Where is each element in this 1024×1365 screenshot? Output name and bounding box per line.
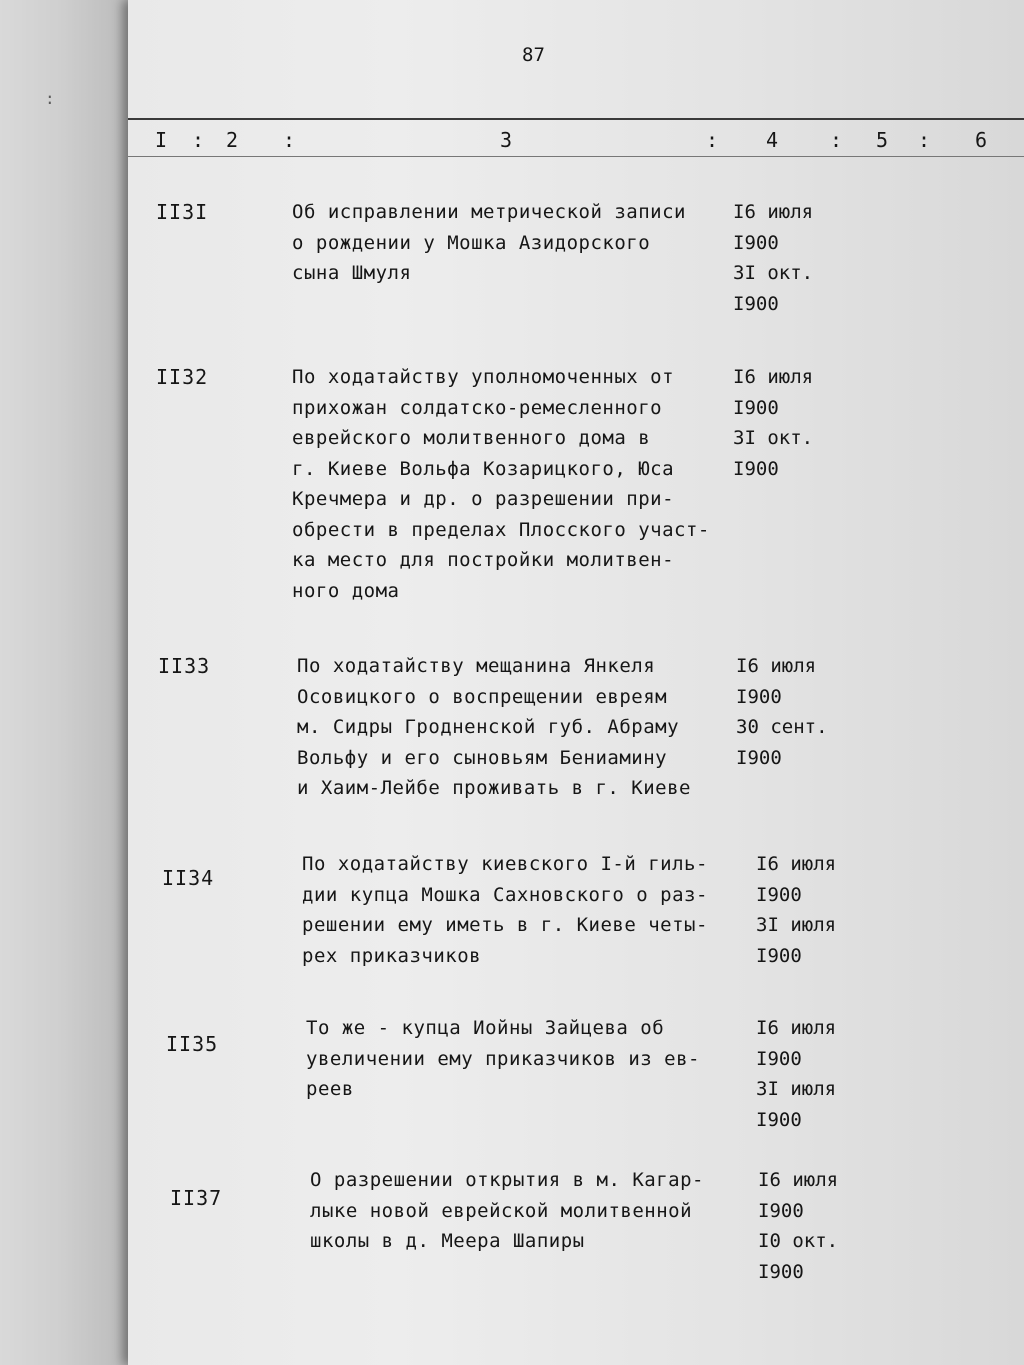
entry-number: II32 bbox=[156, 365, 209, 389]
title-line: рех приказчиков bbox=[302, 944, 482, 967]
year-start: I900 bbox=[733, 231, 779, 254]
date-end: 3I июля bbox=[756, 914, 837, 936]
year-end: I900 bbox=[758, 1260, 804, 1283]
date-start: I6 июля bbox=[756, 853, 837, 875]
year-end: I900 bbox=[733, 292, 779, 315]
title-line: Кречмера и др. о разрешении при- bbox=[292, 488, 675, 510]
title-line: еврейского молитвенного дома в bbox=[292, 427, 651, 449]
title-line: По ходатайству киевского I-й гиль- bbox=[302, 853, 708, 875]
page-number: 87 bbox=[522, 44, 545, 66]
entry-title bbox=[310, 1165, 770, 1257]
title-line: Вольфу и его сыновьям Бениамину bbox=[297, 746, 668, 769]
column-separator: : bbox=[283, 128, 296, 152]
title-line: и Хаим-Лейбе проживать в г. Киеве bbox=[297, 777, 691, 799]
entry-number: II35 bbox=[166, 1032, 219, 1056]
date-end: I0 окт. bbox=[758, 1230, 839, 1252]
title-line: Об исправлении метрической записи bbox=[292, 201, 686, 223]
date-end: 3I окт. bbox=[733, 262, 814, 284]
column-header-2: 2 bbox=[226, 128, 239, 152]
year-start: I900 bbox=[756, 1047, 802, 1070]
entry-number: II33 bbox=[158, 654, 211, 678]
column-separator: : bbox=[706, 128, 719, 152]
year-end: I900 bbox=[756, 1108, 802, 1131]
date-end: 3I окт. bbox=[733, 427, 814, 449]
column-header-6: 6 bbox=[975, 128, 988, 152]
entry-title bbox=[292, 362, 752, 606]
entry-number: II37 bbox=[170, 1186, 223, 1210]
title-line: ка место для постройки молитвен- bbox=[292, 549, 675, 571]
title-line: сына Шмуля bbox=[292, 262, 412, 284]
column-header-1: I bbox=[155, 128, 168, 152]
title-line: решении ему иметь в г. Киеве четы- bbox=[302, 914, 708, 936]
column-header-5: 5 bbox=[876, 128, 889, 152]
column-header-3: 3 bbox=[500, 128, 513, 152]
year-end: I900 bbox=[756, 944, 802, 967]
column-separator: : bbox=[830, 128, 843, 152]
title-line: м. Сидры Гродненской губ. Абраму bbox=[297, 716, 680, 738]
year-start: I900 bbox=[756, 883, 802, 906]
date-start: I6 июля bbox=[736, 655, 817, 677]
entry-title bbox=[306, 1013, 766, 1105]
entry-dates bbox=[756, 849, 886, 971]
year-end: I900 bbox=[733, 457, 779, 480]
title-line: О разрешении открытия в м. Кагар- bbox=[310, 1169, 704, 1191]
header-rule-top bbox=[128, 118, 1024, 120]
year-start: I900 bbox=[736, 685, 782, 708]
entry-title bbox=[292, 197, 752, 289]
title-line: о рождении у Мошка Азидорского bbox=[292, 231, 651, 254]
date-start: I6 июля bbox=[758, 1169, 839, 1191]
entry-number: II3I bbox=[156, 200, 209, 224]
entry-dates bbox=[736, 651, 866, 773]
entry-title bbox=[302, 849, 762, 971]
date-end: 3I июля bbox=[756, 1078, 837, 1100]
title-line: г. Киеве Вольфа Козарицкого, Юса bbox=[292, 457, 675, 480]
entry-title bbox=[297, 651, 757, 804]
title-line: увеличении ему приказчиков из ев- bbox=[306, 1047, 700, 1070]
title-line: По ходатайству уполномоченных от bbox=[292, 366, 675, 388]
year-start: I900 bbox=[758, 1199, 804, 1222]
year-end: I900 bbox=[736, 746, 782, 769]
title-line: реев bbox=[306, 1078, 354, 1100]
column-header-4: 4 bbox=[766, 128, 779, 152]
year-start: I900 bbox=[733, 396, 779, 419]
column-separator: : bbox=[918, 128, 931, 152]
column-separator: : bbox=[192, 128, 205, 152]
date-start: I6 июля bbox=[733, 366, 814, 388]
title-line: ного дома bbox=[292, 579, 400, 602]
date-start: I6 июля bbox=[733, 201, 814, 223]
title-line: школы в д. Меера Шапиры bbox=[310, 1230, 585, 1252]
entry-dates bbox=[756, 1013, 886, 1135]
title-line: лыке новой еврейской молитвенной bbox=[310, 1199, 693, 1222]
facing-page-mark: : bbox=[45, 89, 55, 108]
entry-dates bbox=[733, 197, 863, 319]
entry-dates bbox=[758, 1165, 888, 1287]
header-rule-bottom bbox=[128, 156, 1024, 157]
entry-dates bbox=[733, 362, 863, 484]
title-line: То же - купца Иойны Зайцева об bbox=[306, 1017, 665, 1039]
title-line: Осовицкого о воспрещении евреям bbox=[297, 685, 668, 708]
title-line: По ходатайству мещанина Янкеля bbox=[297, 655, 656, 677]
title-line: обрести в пределах Плосского участ- bbox=[292, 518, 710, 541]
date-end: 30 сент. bbox=[736, 716, 828, 738]
title-line: прихожан солдатско-ремесленного bbox=[292, 396, 663, 419]
entry-number: II34 bbox=[162, 866, 215, 890]
date-start: I6 июля bbox=[756, 1017, 837, 1039]
title-line: дии купца Мошка Сахновского о раз- bbox=[302, 883, 708, 906]
